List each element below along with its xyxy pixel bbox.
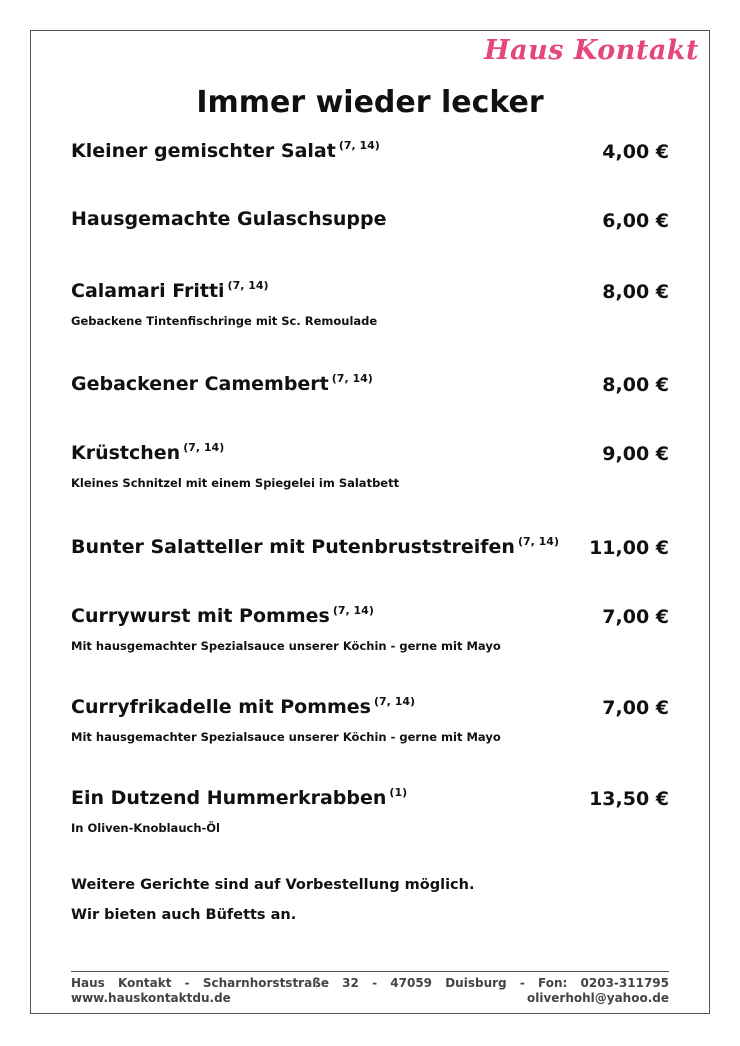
website-link[interactable]: www.hauskontaktdu.de bbox=[71, 991, 231, 1005]
buffet-note: Wir bieten auch Büfetts an. bbox=[71, 907, 297, 923]
item-price: 8,00 € bbox=[602, 374, 669, 396]
menu-item bbox=[71, 604, 669, 653]
item-price: 6,00 € bbox=[602, 210, 669, 232]
item-price: 7,00 € bbox=[602, 606, 669, 628]
item-price: 9,00 € bbox=[602, 443, 669, 465]
preorder-note: Weitere Gerichte sind auf Vorbestellung möglich. bbox=[71, 877, 475, 893]
item-allergens: (7, 14) bbox=[331, 372, 373, 385]
item-allergens: (7, 14) bbox=[338, 139, 380, 152]
item-description: Mit hausgemachter Spezialsauce unserer Köchin - gerne mit Mayo bbox=[71, 730, 501, 744]
item-allergens: (7, 14) bbox=[517, 535, 559, 548]
menu-item bbox=[71, 695, 669, 744]
menu-item bbox=[71, 279, 669, 328]
menu-item bbox=[71, 208, 669, 230]
item-description: Gebackene Tintenfischringe mit Sc. Remoulade bbox=[71, 314, 378, 328]
item-allergens: (7, 14) bbox=[332, 604, 374, 617]
item-description: Mit hausgemachter Spezialsauce unserer Köchin - gerne mit Mayo bbox=[71, 639, 501, 653]
item-allergens: (1) bbox=[389, 786, 408, 799]
menu-item bbox=[71, 372, 669, 395]
item-name: Kleiner gemischter Salat $^{(7, 14)}$ bbox=[71, 139, 380, 162]
footer-contact-line bbox=[71, 991, 669, 1005]
item-price: 7,00 € bbox=[602, 697, 669, 719]
item-name: Bunter Salatteller mit Putenbruststreifen $^{(7, 14)}$ bbox=[71, 535, 559, 558]
item-name: Curryfrikadelle mit Pommes $^{(7, 14)}$ bbox=[71, 695, 416, 718]
item-allergens: (7, 14) bbox=[227, 279, 269, 292]
page-title: Immer wieder lecker bbox=[196, 85, 544, 120]
menu-item bbox=[71, 441, 669, 490]
item-name: Hausgemachte Gulaschsuppe bbox=[71, 208, 387, 230]
item-price: 4,00 € bbox=[602, 141, 669, 163]
email-link[interactable]: oliverhohl@yahoo.de bbox=[526, 991, 669, 1005]
menu-item bbox=[71, 786, 669, 835]
item-name: Krüstchen $^{(7, 14)}$ bbox=[71, 441, 225, 464]
brand-logo: Haus Kontakt bbox=[484, 35, 699, 66]
item-allergens: (7, 14) bbox=[183, 441, 225, 454]
footer bbox=[71, 971, 669, 1005]
footer-address-line: Haus Kontakt - Scharnhorststraße 32 - 47059 Duisburg - Fon: 0203-311795 bbox=[71, 976, 669, 990]
item-name: Ein Dutzend Hummerkrabben $^{(1)}$ bbox=[71, 786, 408, 809]
item-price: 11,00 € bbox=[589, 537, 669, 559]
item-description: Kleines Schnitzel mit einem Spiegelei im Salatbett bbox=[71, 476, 400, 490]
item-description: In Oliven-Knoblauch-Öl bbox=[71, 821, 221, 835]
item-price: 13,50 € bbox=[589, 788, 669, 810]
menu-page bbox=[30, 30, 710, 1014]
item-name: Currywurst mit Pommes $^{(7, 14)}$ bbox=[71, 604, 374, 627]
item-name: Gebackener Camembert $^{(7, 14)}$ bbox=[71, 372, 373, 395]
menu-item bbox=[71, 535, 669, 558]
menu-item bbox=[71, 139, 669, 162]
item-allergens: (7, 14) bbox=[374, 695, 416, 708]
item-price: 8,00 € bbox=[602, 281, 669, 303]
item-name: Calamari Fritti $^{(7, 14)}$ bbox=[71, 279, 269, 302]
